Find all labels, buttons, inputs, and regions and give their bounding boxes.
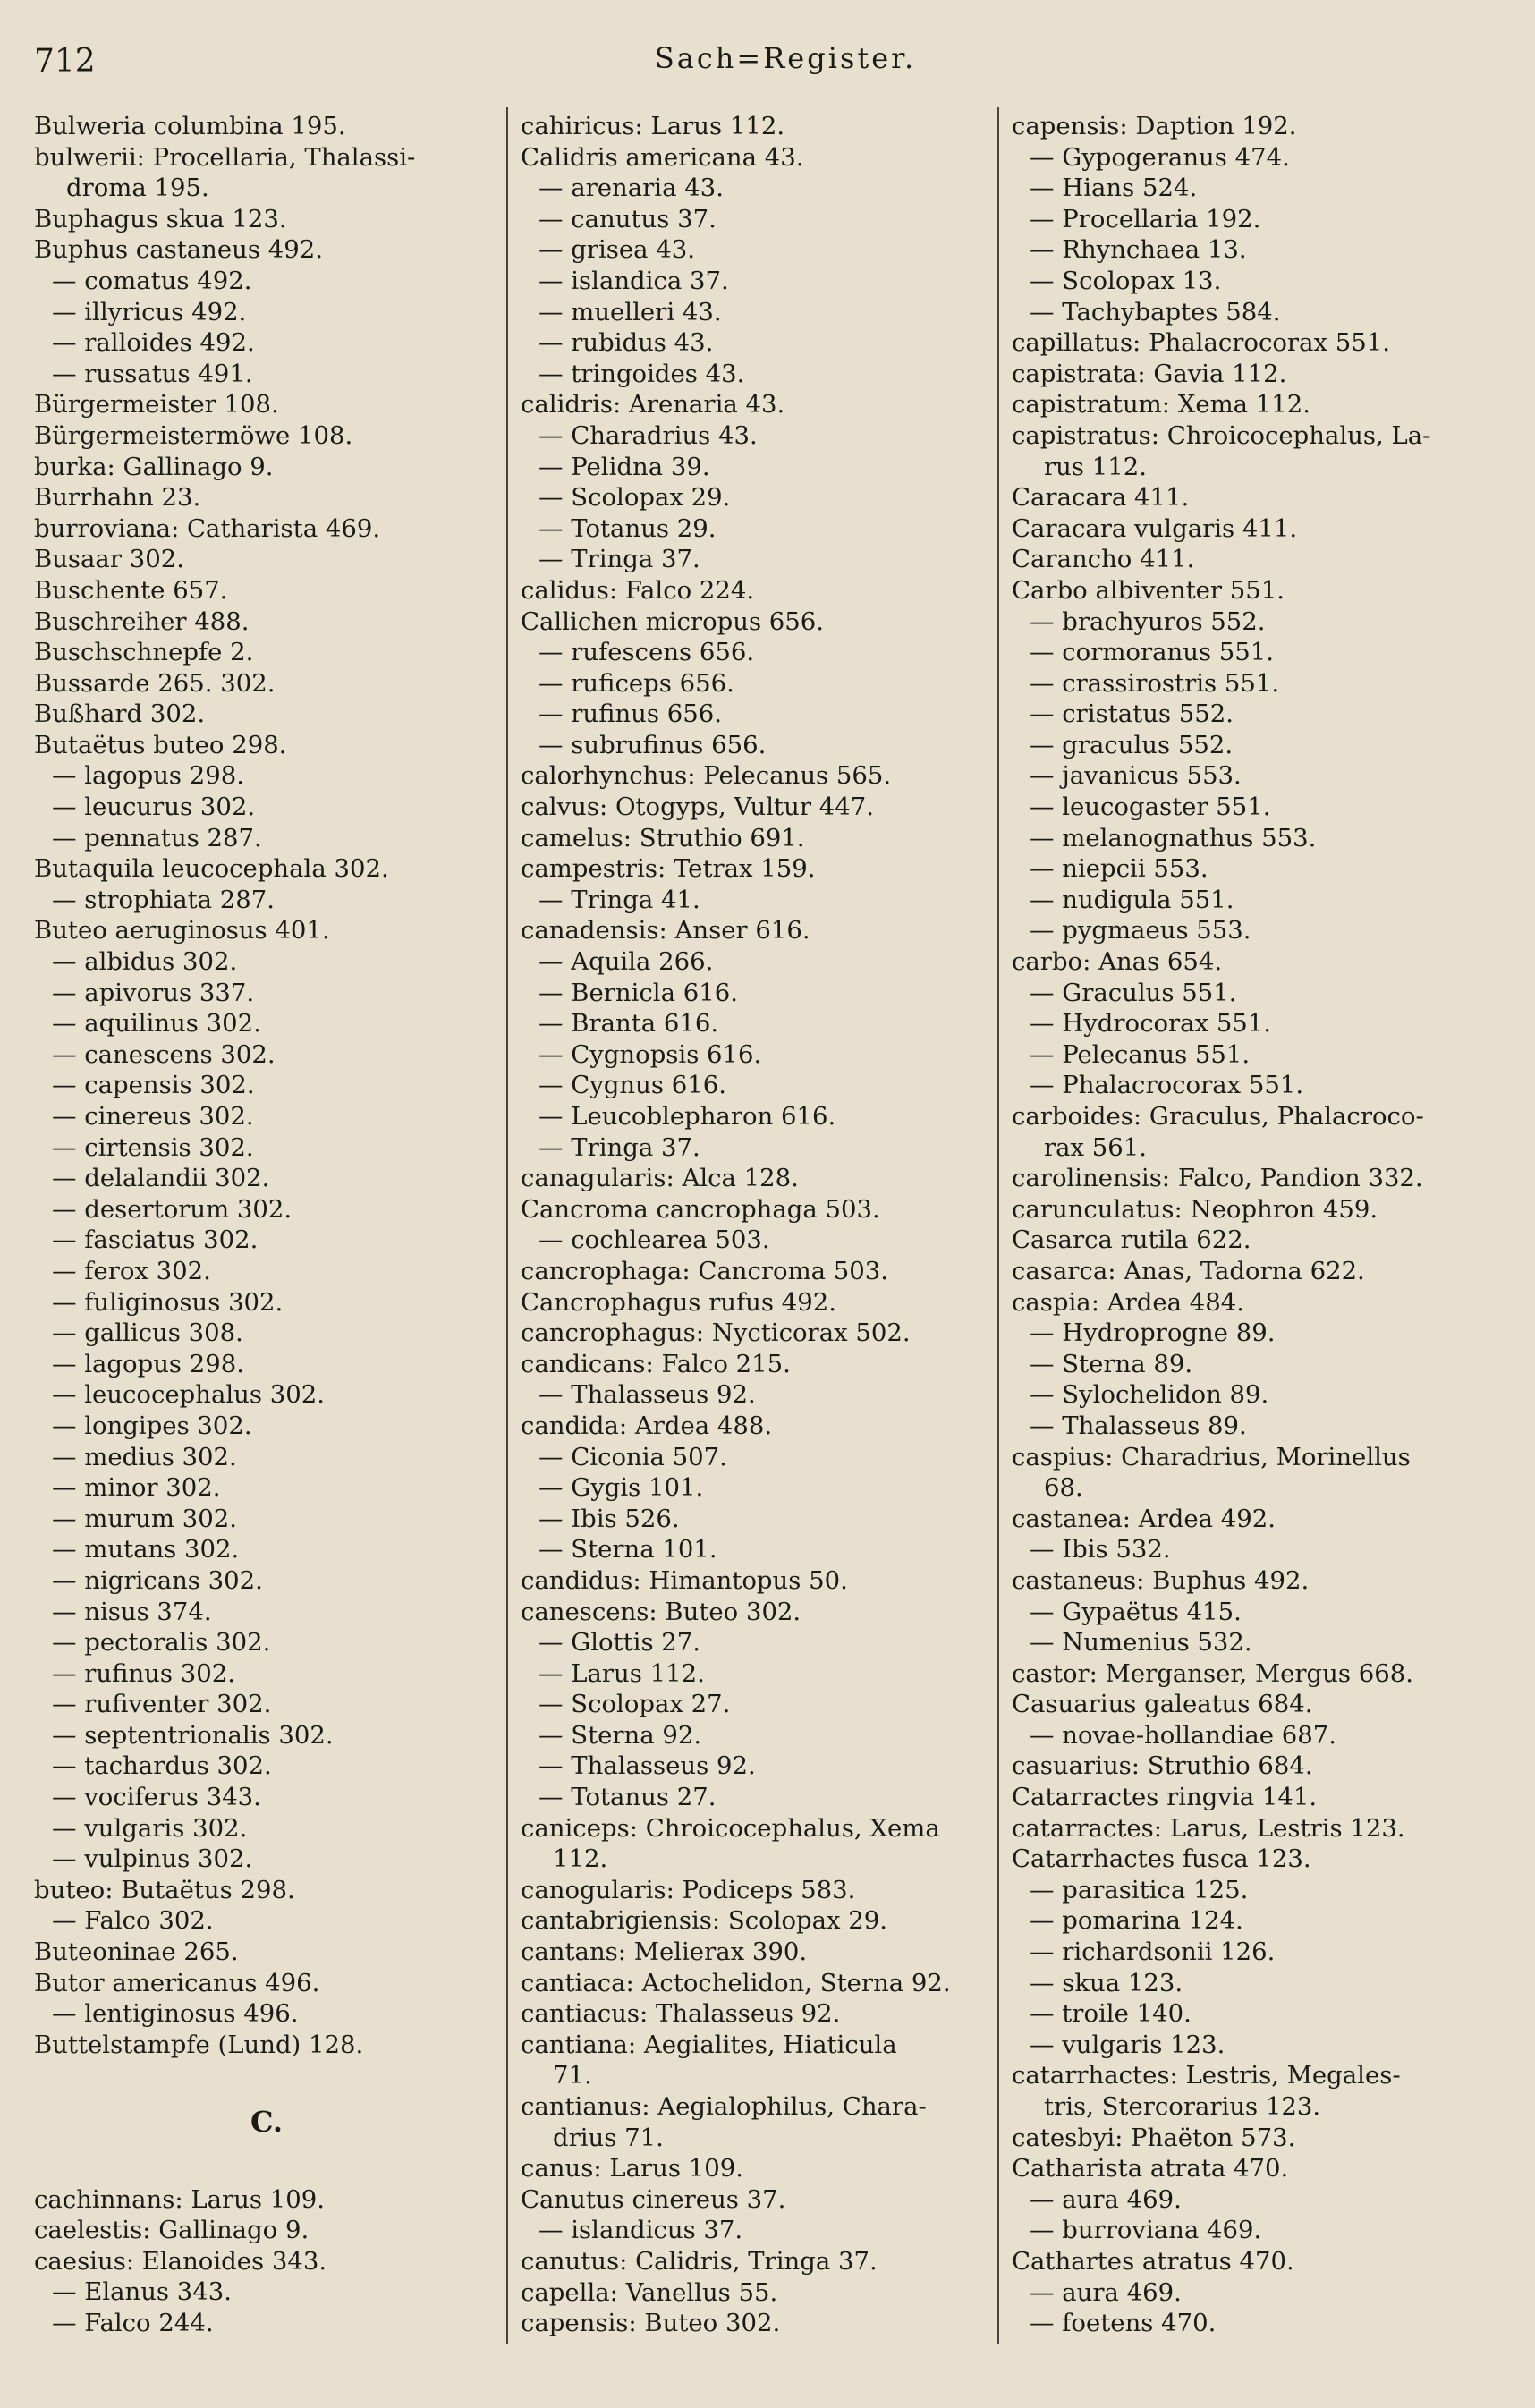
- index-entry: — Sylochelidon 89.: [1030, 1380, 1269, 1410]
- index-entry: calidus: Falco 224.: [521, 575, 755, 605]
- index-entry: — Falco 244.: [52, 2308, 214, 2337]
- index-entry: canescens: Buteo 302.: [521, 1597, 801, 1626]
- running-title: Sach=Register.: [654, 41, 917, 75]
- index-entry: catesbyi: Phaëton 573.: [1012, 2123, 1296, 2152]
- index-entry: — cormoranus 551.: [1030, 638, 1275, 667]
- index-entry: — Numenius 532.: [1030, 1628, 1252, 1658]
- index-entry: — Cygnopsis 616.: [539, 1039, 762, 1069]
- index-entry: — lentiginosus 496.: [52, 1999, 299, 2029]
- index-entry: — Aquila 266.: [539, 947, 714, 977]
- index-entry: — russatus 491.: [52, 359, 253, 388]
- index-entry: — Tachybaptes 584.: [1030, 297, 1281, 326]
- index-entry: — Ciconia 507.: [539, 1442, 727, 1471]
- spacer: [34, 2060, 499, 2091]
- index-entry: Catharista atrata 470.: [1012, 2154, 1289, 2183]
- index-entry: — arenaria 43.: [539, 174, 724, 203]
- index-entry: — Phalacrocorax 551.: [1030, 1071, 1304, 1100]
- index-entry: — nisus 374.: [52, 1597, 212, 1626]
- index-entry: — rufescens 656.: [539, 638, 755, 667]
- index-entry: — aquilinus 302.: [52, 1009, 261, 1039]
- index-entry: — Sterna 101.: [539, 1535, 717, 1564]
- index-entry: cahiricus: Larus 112.: [521, 112, 785, 140]
- index-entry: — Procellaria 192.: [1030, 204, 1261, 233]
- index-entry: cantans: Melierax 390.: [521, 1937, 808, 1967]
- index-entry: — Tringa 37.: [539, 545, 700, 574]
- index-entry: — Hydroprogne 89.: [1030, 1318, 1276, 1348]
- index-entry: — graculus 552.: [1030, 730, 1234, 759]
- index-entry: — lagopus 298.: [52, 1349, 244, 1378]
- page-number: 712: [34, 43, 96, 80]
- index-entry: cancrophagus: Nycticorax 502.: [521, 1318, 911, 1348]
- index-entry: — Hians 524.: [1030, 174, 1198, 203]
- index-entry: — pectoralis 302.: [52, 1628, 271, 1658]
- index-entry: Cancrophagus rufus 492.: [521, 1287, 836, 1317]
- index-entry: Bürgermeister 108.: [34, 390, 279, 420]
- index-entry: — Gypogeranus 474.: [1030, 142, 1290, 172]
- index-entry: rax 561.: [1044, 1132, 1148, 1162]
- index-entry: — comatus 492.: [52, 266, 252, 295]
- index-entry: capistratum: Xema 112.: [1012, 390, 1311, 420]
- column-divider: [506, 107, 508, 2344]
- index-entry: caesius: Elanoides 343.: [34, 2246, 327, 2276]
- index-entry: Bußhard 302.: [34, 700, 206, 729]
- index-entry: — rufinus 302.: [52, 1658, 235, 1688]
- index-entry: — Scolopax 29.: [539, 483, 731, 513]
- index-entry: casarca: Anas, Tadorna 622.: [1012, 1256, 1365, 1285]
- index-entry: canogularis: Podiceps 583.: [521, 1875, 856, 1904]
- index-entry: — medius 302.: [52, 1442, 237, 1471]
- index-column-2: [521, 111, 986, 2339]
- index-entry: capella: Vanellus 55.: [521, 2277, 778, 2307]
- index-entry: — tringoides 43.: [539, 359, 745, 388]
- index-entry: canagularis: Alca 128.: [521, 1164, 799, 1193]
- index-entry: bulwerii: Procellaria, Thalassi-: [34, 142, 416, 172]
- index-entry: — canutus 37.: [539, 204, 717, 233]
- index-entry: — vulpinus 302.: [52, 1844, 253, 1874]
- index-entry: — longipes 302.: [52, 1411, 252, 1440]
- index-entry: castor: Merganser, Mergus 668.: [1012, 1658, 1413, 1688]
- index-entry: cancrophaga: Cancroma 503.: [521, 1256, 889, 1285]
- index-entry: — melanognathus 553.: [1030, 823, 1317, 852]
- index-entry: — burroviana 469.: [1030, 2216, 1262, 2245]
- index-entry: Busaar 302.: [34, 545, 184, 574]
- index-entry: — islandicus 37.: [539, 2216, 743, 2245]
- index-entry: — Glottis 27.: [539, 1628, 701, 1658]
- index-entry: — Elanus 343.: [52, 2277, 233, 2307]
- index-entry: — Leucoblepharon 616.: [539, 1102, 836, 1131]
- index-entry: — Bernicla 616.: [539, 978, 738, 1007]
- index-entry: Cancroma cancrophaga 503.: [521, 1194, 880, 1224]
- index-entry: — crassirostris 551.: [1030, 668, 1280, 698]
- index-entry: — Scolopax 27.: [539, 1690, 731, 1719]
- index-entry: — septentrionalis 302.: [52, 1720, 334, 1750]
- index-entry: cantiana: Aegialites, Hiaticula: [521, 2030, 897, 2059]
- index-entry: candida: Ardea 488.: [521, 1411, 773, 1440]
- index-entry: caniceps: Chroicocephalus, Xema: [521, 1813, 940, 1843]
- index-entry: — Totanus 29.: [539, 513, 717, 543]
- index-entry: — Ibis 532.: [1030, 1535, 1171, 1564]
- index-entry: drius 71.: [553, 2123, 664, 2152]
- index-entry: — gallicus 308.: [52, 1318, 243, 1348]
- index-entry: — Totanus 27.: [539, 1783, 717, 1812]
- index-entry: capensis: Daption 192.: [1012, 112, 1297, 140]
- index-entry: — minor 302.: [52, 1473, 221, 1503]
- index-entry: rus 112.: [1044, 452, 1147, 481]
- index-entry: Butaëtus buteo 298.: [34, 730, 287, 759]
- index-entry: Buttelstampfe (Lund) 128.: [34, 2030, 364, 2059]
- index-entry: capistrata: Gavia 112.: [1012, 359, 1287, 388]
- index-entry: — delalandii 302.: [52, 1164, 270, 1193]
- spacer: [34, 2153, 499, 2184]
- index-entry: Buphus castaneus 492.: [34, 235, 323, 265]
- index-entry: — rufinus 656.: [539, 700, 722, 729]
- index-entry: — nudigula 551.: [1030, 885, 1234, 914]
- index-entry: — Hydrocorax 551.: [1030, 1009, 1272, 1039]
- index-entry: Buschschnepfe 2.: [34, 638, 254, 667]
- index-entry: — richardsonii 126.: [1030, 1937, 1276, 1967]
- index-entry: — novae-hollandiae 687.: [1030, 1720, 1337, 1750]
- index-entry: casuarius: Struthio 684.: [1012, 1751, 1313, 1781]
- index-entry: — apivorus 337.: [52, 978, 255, 1007]
- index-entry: — Ibis 526.: [539, 1504, 680, 1533]
- index-entry: Bussarde 265. 302.: [34, 668, 276, 698]
- index-entry: burroviana: Catharista 469.: [34, 513, 381, 543]
- index-entry: castanea: Ardea 492.: [1012, 1504, 1276, 1533]
- index-entry: — islandica 37.: [539, 266, 729, 295]
- index-entry: Cathartes atratus 470.: [1012, 2246, 1294, 2276]
- index-entry: campestris: Tetrax 159.: [521, 854, 816, 884]
- index-entry: Carbo albiventer 551.: [1012, 575, 1285, 605]
- index-entry: cantianus: Aegialophilus, Chara-: [521, 2092, 927, 2121]
- index-entry: castaneus: Buphus 492.: [1012, 1565, 1310, 1595]
- index-entry: — Scolopax 13.: [1030, 266, 1222, 295]
- index-entry: capensis: Buteo 302.: [521, 2309, 781, 2338]
- index-entry: — Pelecanus 551.: [1030, 1039, 1251, 1069]
- index-entry: Casuarius galeatus 684.: [1012, 1690, 1313, 1719]
- index-entry: Casarca rutila 622.: [1012, 1225, 1251, 1255]
- index-entry: — Charadrius 43.: [539, 420, 758, 450]
- index-entry: — brachyuros 552.: [1030, 606, 1266, 636]
- index-entry: canutus: Calidris, Tringa 37.: [521, 2246, 878, 2276]
- index-entry: — pomarina 124.: [1030, 1906, 1243, 1936]
- index-entry: Buschente 657.: [34, 575, 228, 605]
- index-entry: caspius: Charadrius, Morinellus: [1012, 1442, 1411, 1471]
- index-entry: caspia: Ardea 484.: [1012, 1287, 1244, 1317]
- index-entry: — fasciatus 302.: [52, 1225, 259, 1255]
- index-entry: — aura 469.: [1030, 2184, 1182, 2214]
- index-entry: — rufiventer 302.: [52, 1690, 272, 1719]
- index-entry: Canutus cinereus 37.: [521, 2184, 786, 2214]
- index-entry: — javanicus 553.: [1030, 761, 1242, 791]
- index-entry: 112.: [553, 1844, 608, 1874]
- index-entry: buteo: Butaëtus 298.: [34, 1875, 295, 1904]
- index-entry: — leucocephalus 302.: [52, 1380, 325, 1410]
- index-entry: cantabrigiensis: Scolopax 29.: [521, 1906, 888, 1936]
- index-entry: Carancho 411.: [1012, 545, 1195, 574]
- index-entry: Caracara vulgaris 411.: [1012, 513, 1298, 543]
- index-entry: — skua 123.: [1030, 1968, 1183, 1997]
- section-letter: C.: [250, 2105, 284, 2139]
- index-entry: — cirtensis 302.: [52, 1132, 254, 1162]
- index-entry: Catarractes ringvia 141.: [1012, 1783, 1318, 1812]
- index-entry: — murum 302.: [52, 1504, 237, 1533]
- index-entry: calvus: Otogyps, Vultur 447.: [521, 793, 874, 822]
- index-entry: — Falco 302.: [52, 1906, 214, 1936]
- index-entry: Butaquila leucocephala 302.: [34, 854, 389, 884]
- index-entry: calorhynchus: Pelecanus 565.: [521, 761, 892, 791]
- index-entry: — ruficeps 656.: [539, 668, 734, 698]
- index-entry: Catarrhactes fusca 123.: [1012, 1844, 1311, 1874]
- index-entry: — illyricus 492.: [52, 297, 247, 326]
- index-entry: — Thalasseus 89.: [1030, 1411, 1247, 1440]
- index-entry: 68.: [1044, 1473, 1083, 1503]
- index-entry: — Tringa 41.: [539, 885, 700, 914]
- index-entry: — parasitica 125.: [1030, 1875, 1249, 1904]
- index-entry: cantiacus: Thalasseus 92.: [521, 1999, 841, 2029]
- index-entry: — fuliginosus 302.: [52, 1287, 284, 1317]
- index-entry: — Gygis 101.: [539, 1473, 704, 1503]
- index-entry: carboides: Graculus, Phalacroco-: [1012, 1102, 1424, 1131]
- index-entry: — canescens 302.: [52, 1039, 276, 1069]
- index-entry: — Graculus 551.: [1030, 978, 1237, 1007]
- index-entry: — cinereus 302.: [52, 1102, 254, 1131]
- index-entry: candidus: Himantopus 50.: [521, 1565, 848, 1595]
- index-entry: — albidus 302.: [52, 947, 238, 977]
- index-column-3: [1012, 111, 1477, 2339]
- index-entry: — leucogaster 551.: [1030, 793, 1271, 822]
- column-divider: [997, 107, 999, 2344]
- index-entry: — vulgaris 123.: [1030, 2030, 1225, 2059]
- index-entry: Callichen micropus 656.: [521, 606, 825, 636]
- index-entry: — Pelidna 39.: [539, 452, 710, 481]
- index-entry: carunculatus: Neophron 459.: [1012, 1194, 1378, 1224]
- index-entry: — leucurus 302.: [52, 793, 256, 822]
- index-entry: — Thalasseus 92.: [539, 1380, 756, 1410]
- index-entry: — vociferus 343.: [52, 1783, 261, 1812]
- index-entry: — troile 140.: [1030, 1999, 1192, 2029]
- index-entry: candicans: Falco 215.: [521, 1349, 791, 1378]
- index-entry: — grisea 43.: [539, 235, 696, 265]
- index-entry: — desertorum 302.: [52, 1194, 293, 1224]
- index-entry: — ralloides 492.: [52, 328, 255, 358]
- index-entry: — strophiata 287.: [52, 885, 276, 914]
- index-entry: cachinnans: Larus 109.: [34, 2184, 325, 2214]
- index-entry: canadensis: Anser 616.: [521, 916, 810, 945]
- index-entry: camelus: Struthio 691.: [521, 823, 805, 852]
- index-entry: — pennatus 287.: [52, 823, 262, 852]
- index-entry: — cochlearea 503.: [539, 1225, 770, 1255]
- index-entry: canus: Larus 109.: [521, 2154, 743, 2183]
- index-entry: — Cygnus 616.: [539, 1071, 726, 1100]
- index-entry: Buschreiher 488.: [34, 606, 250, 636]
- index-entry: Butor americanus 496.: [34, 1968, 320, 1997]
- index-entry: Buteoninae 265.: [34, 1937, 239, 1967]
- index-entry: Calidris americana 43.: [521, 142, 804, 172]
- index-entry: capistratus: Chroicocephalus, La-: [1012, 420, 1431, 450]
- index-entry: capillatus: Phalacrocorax 551.: [1012, 328, 1390, 358]
- index-entry: — Sterna 92.: [539, 1720, 702, 1750]
- index-entry: Burrhahn 23.: [34, 483, 201, 513]
- index-entry: — cristatus 552.: [1030, 700, 1234, 729]
- index-entry: — Rhynchaea 13.: [1030, 235, 1247, 265]
- index-entry: — muelleri 43.: [539, 297, 722, 326]
- index-entry: 71.: [553, 2061, 592, 2090]
- index-entry: — Sterna 89.: [1030, 1349, 1193, 1378]
- index-entry: — Larus 112.: [539, 1658, 705, 1688]
- index-entry: — Thalasseus 92.: [539, 1751, 756, 1781]
- index-entry: Bürgermeistermöwe 108.: [34, 420, 353, 450]
- index-entry: Buphagus skua 123.: [34, 204, 287, 233]
- index-entry: carbo: Anas 654.: [1012, 947, 1223, 977]
- index-entry: — niepcii 553.: [1030, 854, 1208, 884]
- index-entry: tris, Stercorarius 123.: [1044, 2092, 1321, 2121]
- index-column-1: [34, 111, 499, 2339]
- index-entry: catarractes: Larus, Lestris 123.: [1012, 1813, 1405, 1843]
- index-entry: — Branta 616.: [539, 1009, 719, 1039]
- index-entry: — tachardus 302.: [52, 1751, 272, 1781]
- index-entry: Bulweria columbina 195.: [34, 112, 346, 140]
- index-entry: — ferox 302.: [52, 1256, 211, 1285]
- index-entry: — lagopus 298.: [52, 761, 244, 791]
- index-entry: cantiaca: Actochelidon, Sterna 92.: [521, 1968, 951, 1997]
- index-entry: — foetens 470.: [1030, 2309, 1217, 2338]
- index-entry: — Tringa 37.: [539, 1132, 700, 1162]
- index-entry: — capensis 302.: [52, 1071, 255, 1100]
- index-entry: — nigricans 302.: [52, 1565, 263, 1595]
- index-entry: — vulgaris 302.: [52, 1813, 248, 1843]
- index-entry: droma 195.: [66, 174, 209, 203]
- index-entry: carolinensis: Falco, Pandion 332.: [1012, 1164, 1423, 1193]
- index-entry: — subrufinus 656.: [539, 730, 767, 759]
- index-entry: burka: Gallinago 9.: [34, 452, 274, 481]
- index-entry: Buteo aeruginosus 401.: [34, 916, 330, 945]
- index-entry: caelestis: Gallinago 9.: [34, 2216, 310, 2245]
- index-entry: — aura 469.: [1030, 2277, 1182, 2307]
- index-entry: — Gypaëtus 415.: [1030, 1597, 1242, 1626]
- index-entry: — mutans 302.: [52, 1535, 240, 1564]
- index-entry: — rubidus 43.: [539, 328, 714, 358]
- index-entry: catarrhactes: Lestris, Megales-: [1012, 2061, 1401, 2090]
- index-entry: — pygmaeus 553.: [1030, 916, 1251, 945]
- index-entry: Caracara 411.: [1012, 483, 1190, 513]
- index-entry: calidris: Arenaria 43.: [521, 390, 785, 420]
